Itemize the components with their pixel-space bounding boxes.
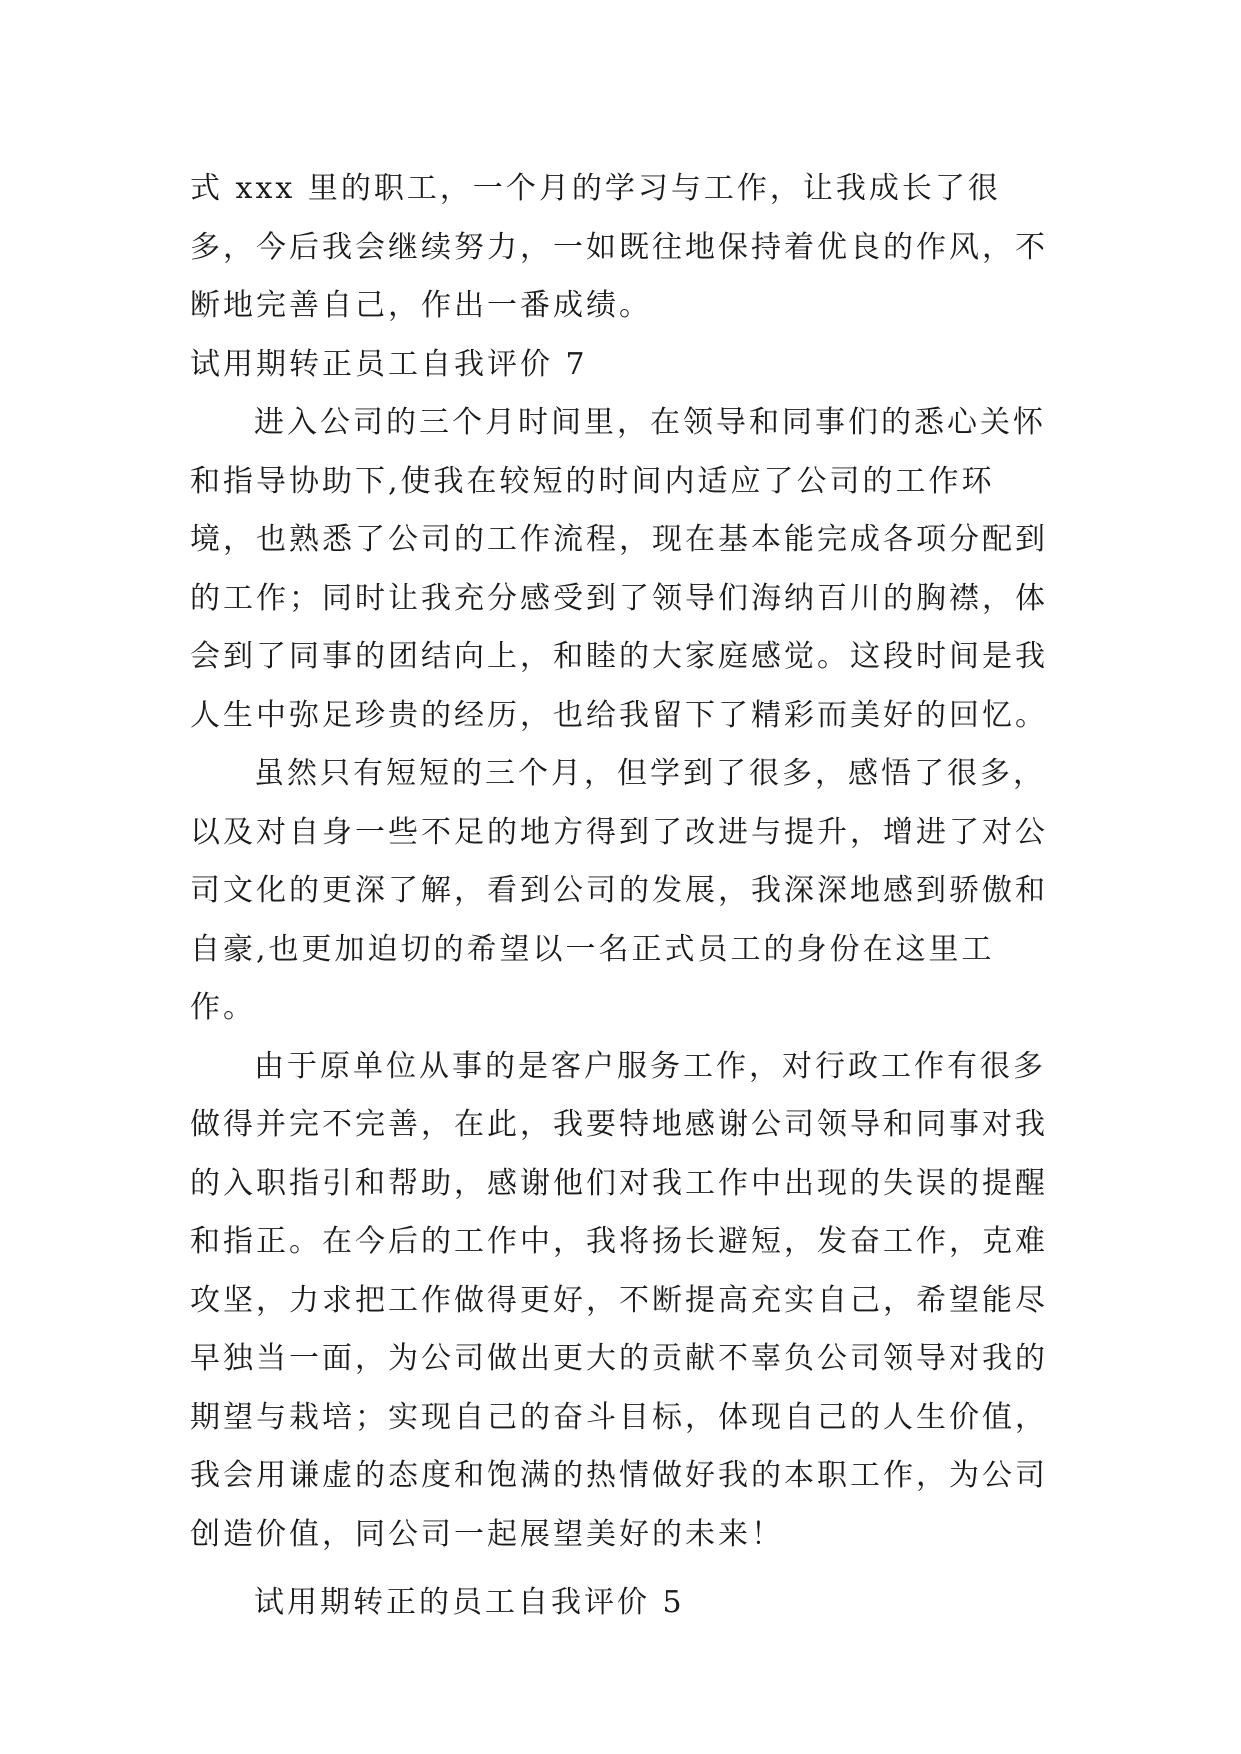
paragraph-continuation: 式 xxx 里的职工，一个月的学习与工作，让我成长了很多，今后我会继续努力，一如既往地保持着优良的作风，不断地完善自己，作出一番成绩。: [190, 171, 1048, 323]
paragraph: 虽然只有短短的三个月，但学到了很多，感悟了很多，以及对自身一些不足的地方得到了改进与提升，增进了对公司文化的更深了解，看到公司的发展，我深深地感到骄傲和自豪,也更加迫切的希望以一名正式员工的身份在这里工作。: [190, 756, 1048, 1025]
document-body: [190, 160, 1060, 1633]
section-heading-7: 试用期转正员工自我评价 7: [190, 346, 588, 382]
section-heading-5: 试用期转正的员工自我评价 5: [254, 1585, 685, 1620]
paragraph: 进入公司的三个月时间里，在领导和同事们的悉心关怀和指导协助下,使我在较短的时间内适应了公司的工作环境，也熟悉了公司的工作流程，现在基本能完成各项分配到的工作；同时让我充分感受到了领导们海纳百川的胸襟，体会到了同事的团结向上，和睦的大家庭感觉。这段时间是我人生中弥足珍贵的经历，也给我留下了精彩而美好的回忆。: [190, 405, 1048, 733]
paragraph: 由于原单位从事的是客户服务工作，对行政工作有很多做得并完不完善，在此，我要特地感谢公司领导和同事对我的入职指引和帮助，感谢他们对我工作中出现的失误的提醒和指正。在今后的工作中，我将扬长避短，发奋工作，克难攻坚，力求把工作做得更好，不断提高充实自己，希望能尽早独当一面，为公司做出更大的贡献不辜负公司领导对我的期望与栽培；实现自己的奋斗目标，体现自己的人生价值，我会用谦虚的态度和饱满的热情做好我的本职工作，为公司创造价值，同公司一起展望美好的未来！: [190, 1048, 1048, 1552]
